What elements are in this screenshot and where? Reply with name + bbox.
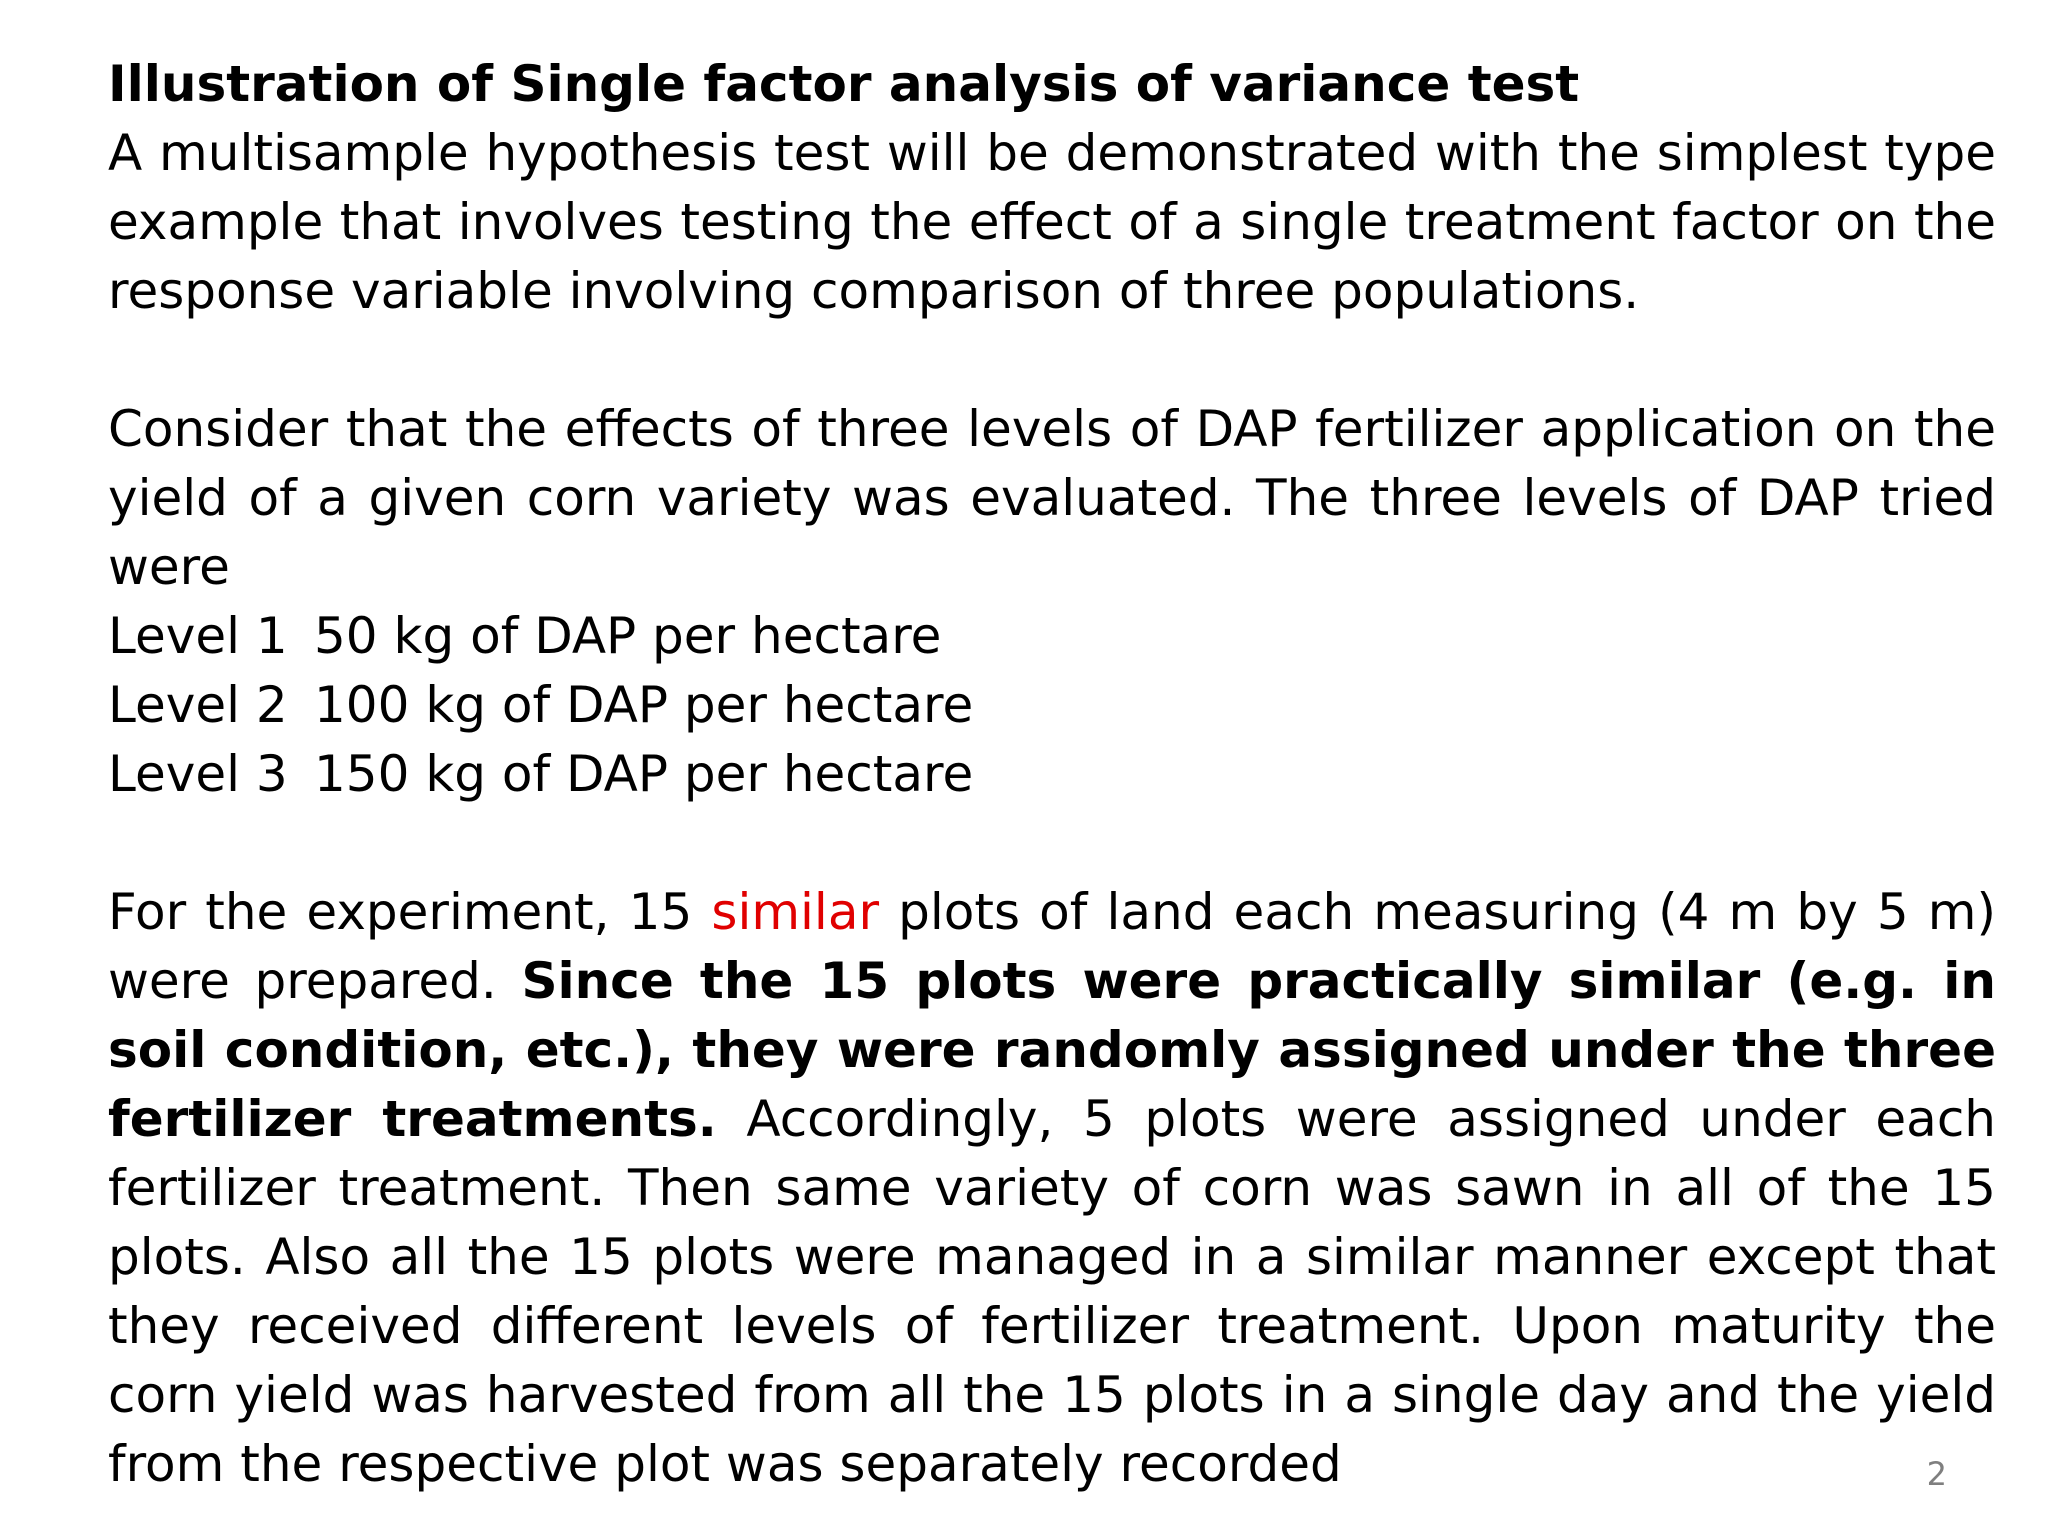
paragraph-gap xyxy=(108,326,1996,395)
experiment-paragraph xyxy=(108,878,1996,1499)
level-label: Level 1 xyxy=(108,607,288,665)
highlighted-word: similar xyxy=(711,883,880,941)
slide-content xyxy=(108,50,1996,1499)
level-row xyxy=(108,602,1996,671)
level-row xyxy=(108,740,1996,809)
slide-title: Illustration of Single factor analysis of variance test xyxy=(108,55,1580,113)
level-row xyxy=(108,671,1996,740)
experiment-text-end: Accordingly, 5 plots were assigned under each fertilizer treatment. Then same variety of corn was sawn in all of the 15 plots. Also all the 15 plots were managed in a similar manner except that they received different levels of fertilizer treatment. Upon maturity the corn yield was harvested from all the 15 plots in a single day and the yield from the respective plot was separately recorded xyxy=(108,1090,1996,1493)
level-description: 50 kg of DAP per hectare xyxy=(314,607,942,665)
level-description: 150 kg of DAP per hectare xyxy=(314,745,974,803)
level-label: Level 2 xyxy=(108,676,288,734)
page-number: 2 xyxy=(1926,1455,1947,1493)
experiment-text-start: For the experiment, 15 xyxy=(108,883,712,941)
consider-paragraph: Consider that the effects of three levels of DAP fertilizer application on the yield of a given corn variety was evaluated. The three levels of DAP tried were xyxy=(108,400,1996,596)
bold-statement: Since the 15 plots were practically similar (e.g. in soil condition, etc.), they were randomly assigned under the three fertilizer treatments. xyxy=(108,952,1996,1148)
paragraph-gap xyxy=(108,809,1996,878)
intro-paragraph: A multisample hypothesis test will be demonstrated with the simplest type example that involves testing the effect of a single treatment factor on the response variable involving comparison of three populations. xyxy=(108,124,1996,320)
level-description: 100 kg of DAP per hectare xyxy=(314,676,974,734)
level-label: Level 3 xyxy=(108,745,288,803)
experiment-text-middle: plots of land each measuring (4 m by 5 m) were prepared. xyxy=(108,883,1996,1010)
